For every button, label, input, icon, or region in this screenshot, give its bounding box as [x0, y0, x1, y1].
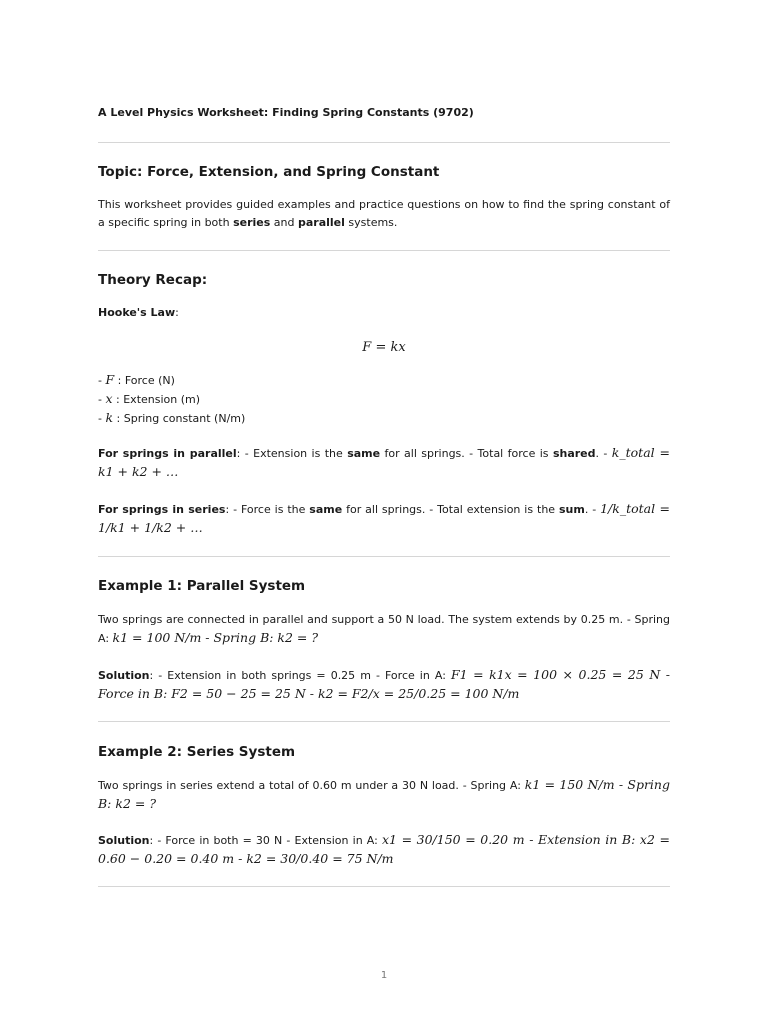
document-title: A Level Physics Worksheet: Finding Spring Constants (9702): [98, 106, 474, 119]
example2-solution: [98, 831, 670, 869]
text: for all springs. - Total force is: [380, 447, 553, 460]
list-item: [98, 409, 245, 428]
divider: [98, 142, 670, 143]
list-item: [98, 390, 245, 409]
text: : - Extension is the: [236, 447, 348, 460]
text: : - Force is the: [225, 503, 310, 516]
text: for all springs. - Total extension is the: [342, 503, 559, 516]
parallel-formula: k_total = k1 + k2 + …: [98, 445, 670, 479]
bold-same: same: [309, 503, 343, 516]
page-number: 1: [380, 970, 388, 981]
example2-question: [98, 776, 670, 814]
list-item: [98, 371, 245, 390]
variable-list: [98, 371, 245, 428]
bullet-text: : Spring constant (N/m): [113, 412, 246, 425]
solution-formula: x1 = 30/150 = 0.20 m - Extension in B: x2 = 0.60 − 0.20 = 0.40 m - k2 = 30/0.40 = 75 N/m: [98, 832, 670, 866]
divider: [98, 721, 670, 722]
divider: [98, 250, 670, 251]
symbol-x: x: [105, 391, 113, 406]
series-formula: 1/k_total = 1/k1 + 1/k2 + …: [98, 501, 670, 535]
hooke-colon: :: [175, 306, 179, 319]
question-text: Two springs are connected in parallel and support a 50 N load. The system extends by 0.25 m. - Spring A:: [98, 613, 670, 645]
symbol-k: k: [105, 410, 114, 425]
example1-solution: [98, 666, 670, 704]
hooke-law-label: Hooke's Law: [98, 306, 176, 319]
solution-label: Solution: [98, 669, 150, 682]
bullet-dash: -: [98, 412, 106, 425]
bullet-text: : Force (N): [114, 374, 175, 387]
example1-heading: Example 1: Parallel System: [98, 578, 306, 594]
parallel-rule-paragraph: [98, 444, 670, 482]
series-rule-paragraph: [98, 500, 670, 538]
divider: [98, 556, 670, 557]
hooke-equation: [98, 340, 670, 355]
question-formula: k1 = 150 N/m - Spring B: k2 = ?: [98, 777, 670, 811]
bullet-text: : Extension (m): [112, 393, 201, 406]
solution-label: Solution: [98, 834, 150, 847]
bold-sum: sum: [558, 503, 585, 516]
example1-question: [98, 611, 670, 648]
question-text: Two springs in series extend a total of 0.60 m under a 30 N load. - Spring A:: [98, 779, 525, 792]
hooke-label-line: [98, 304, 670, 322]
intro-text: This worksheet provides guided examples and practice questions on how to find the spring constant of a specific spring in both: [98, 198, 670, 229]
series-label: For springs in series: [98, 503, 226, 516]
solution-text: : - Extension in both springs = 0.25 m - Force in A:: [149, 669, 451, 682]
bold-same: same: [347, 447, 381, 460]
text: . -: [595, 447, 612, 460]
bullet-dash: -: [98, 374, 106, 387]
solution-formula: F1 = k1x = 100 × 0.25 = 25 N - Force in B: F2 = 50 − 25 = 25 N - k2 = F2/x = 25/0.25 = 100 N/m: [98, 667, 670, 701]
solution-text: : - Force in both = 30 N - Extension in A:: [149, 834, 382, 847]
text: . -: [584, 503, 601, 516]
parallel-label: For springs in parallel: [98, 447, 237, 460]
intro-series-bold: series: [233, 216, 271, 229]
intro-parallel-bold: parallel: [297, 216, 345, 229]
example2-heading: Example 2: Series System: [98, 744, 296, 760]
bold-shared: shared: [552, 447, 596, 460]
divider: [98, 886, 670, 887]
intro-end: systems.: [344, 216, 398, 229]
equation-text: F = kx: [362, 340, 406, 355]
intro-paragraph: [98, 196, 670, 232]
symbol-f: F: [105, 372, 115, 387]
topic-heading: Topic: Force, Extension, and Spring Constant: [98, 164, 440, 180]
question-formula: k1 = 100 N/m - Spring B: k2 = ?: [112, 630, 319, 645]
intro-and: and: [270, 216, 298, 229]
bullet-dash: -: [98, 393, 106, 406]
theory-heading: Theory Recap:: [98, 272, 208, 288]
